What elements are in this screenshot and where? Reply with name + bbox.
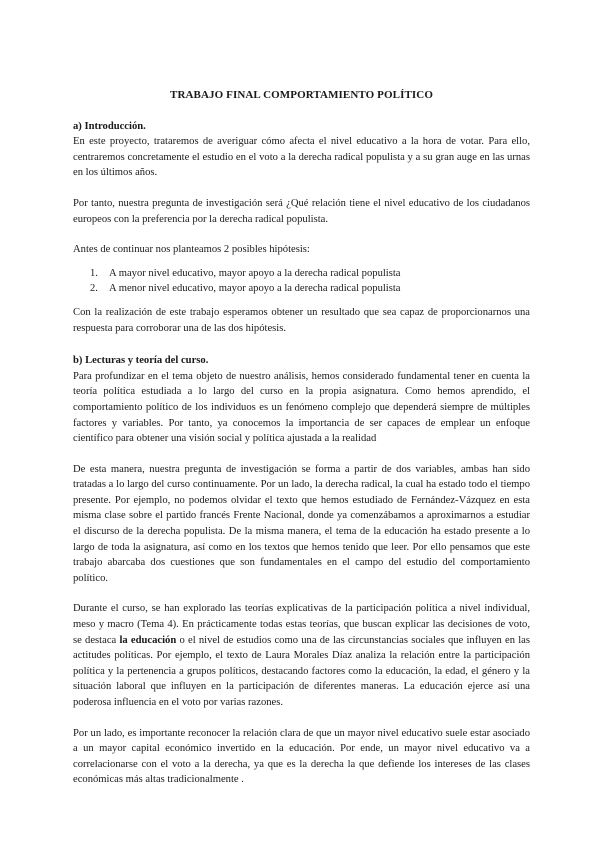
document-title: TRABAJO FINAL COMPORTAMIENTO POLÍTICO [170, 89, 433, 101]
list-number: 1. [90, 267, 98, 279]
theory-paragraph-4: Por un lado, es importante reconocer la relación clara de que un mayor nivel educativo suele estar asociado a un mayor capital económico invertido en la educación. Por ende, un mayor nivel educativo va a correlacionarse con el voto a la derecha, ya que es la derecha la que defiende los intereses de las clases económicas más altas tradicionalmente . [73, 727, 530, 786]
list-item [73, 266, 530, 282]
intro-paragraph-1: En este proyecto, trataremos de averiguar cómo afecta el nivel educativo a la hora de votar. Para ello, centraremos concretamente el estudio en el voto a la derecha radical populista y a su gran auge en las urnas en los últimos años. [73, 136, 530, 179]
theory-paragraph-3-end: o el nivel de estudios como una de las circunstancias sociales que influyen en las actitudes políticas. Por ejemplo, el texto de Laura Morales Díaz analiza la relación entre la participación política y la pertenencia a grupos políticos, destacando factores como la educación, la edad, el género y la situación laboral que influyen en la participación de diferentes maneras. La educación ejerce así una poderosa influencia en el voto por varias razones. [73, 634, 530, 708]
intro-paragraph-4: Con la realización de este trabajo esperamos obtener un resultado que sea capaz de proporcionarnos una respuesta para corroborar una de las dos hipótesis. [73, 306, 530, 334]
hypotheses-list [73, 266, 530, 297]
section-b-heading: b) Lecturas y teoría del curso. [73, 355, 209, 367]
theory-paragraph-3 [73, 601, 530, 710]
intro-paragraph-3: Antes de continuar nos planteamos 2 posibles hipótesis: [73, 244, 310, 256]
section-a-heading: a) Introducción. [73, 120, 146, 132]
theory-paragraph-2: De esta manera, nuestra pregunta de investigación se forma a partir de dos variables, ambas han sido tratadas a lo largo del curso continuamente. Por un lado, la derecha radical, la cual ha estado todo el tiempo presente. Por ejemplo, no podemos olvidar el texto que hemos estudiado de Fernández-Vázquez en esta misma clase sobre el partido francés Frente Nacional, donde ya comenzábamos a aproximarnos a estudiar el discurso de la derecha populista. De la misma manera, el tema de la educación ha estado presente a lo largo de toda la asignatura, así como en los textos que hemos tenido que leer. Por ello pensamos que este trabajo abarcaba dos cuestiones que son fundamentales en el campo del estudio del comportamiento político. [73, 463, 530, 584]
theory-paragraph-1: Para profundizar en el tema objeto de nuestro análisis, hemos considerado fundamental tener en cuenta la teoría política estudiada a lo largo del curso en la propia asignatura. Como hemos aprendido, el comportamiento político de los individuos es un fenómeno complejo que dependerá siempre de múltiples factores y variables. Por tanto, ya conocemos la importancia de ser capaces de emplear un enfoque científico para obtener una visión social y política ajustada a la realidad [73, 370, 530, 445]
list-item-text: A menor nivel educativo, mayor apoyo a la derecha radical populista [109, 283, 401, 295]
intro-paragraph-2: Por tanto, nuestra pregunta de investigación será ¿Qué relación tiene el nivel educativo de los ciudadanos europeos con la preferencia por la derecha radical populista. [73, 197, 530, 225]
education-emphasis: la educación [119, 634, 177, 646]
document-page [73, 88, 530, 788]
list-number: 2. [90, 283, 98, 295]
theory-paragraph-3-start: Durante el curso, se han explorado las teorías explicativas de la participación política a nivel individual, meso y macro (Tema 4). En prácticamente todas estas teorías, que buscan explicar las decisiones de voto, se destaca [73, 603, 530, 646]
list-item [73, 281, 530, 297]
list-item-text: A mayor nivel educativo, mayor apoyo a la derecha radical populista [109, 267, 401, 279]
